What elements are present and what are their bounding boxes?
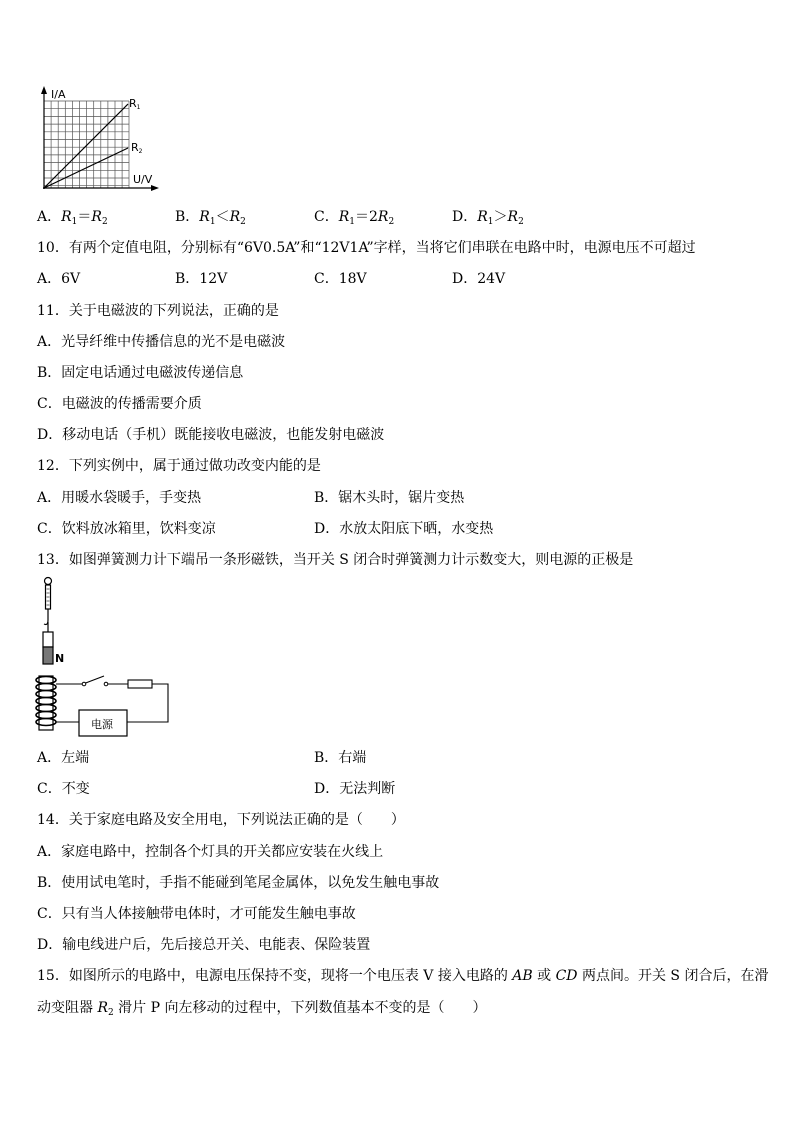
q13-option-a: A．左端 [37,750,90,766]
q10-option-c: C．18V [314,271,367,287]
y-axis-arrow [41,86,47,94]
q9-option-b: B．$R_1<R_2$ [175,209,246,227]
r2-label: R2 [131,141,143,155]
q14-option-d: D．输电线进户后，先后接总开关、电能表、保险装置 [37,937,371,953]
q10-option-d: D．24V [452,271,506,287]
q14-option-a: A．家庭电路中，控制各个灯具的开关都应安装在火线上 [37,844,384,860]
q11-option-b: B．固定电话通过电磁波传递信息 [37,365,244,381]
q13-option-b: B．右端 [314,750,367,766]
q12-option-c: C．饮料放冰箱里，饮料变凉 [37,521,216,537]
q9-option-d: D．$R_1>R_2$ [452,209,524,227]
q15-stem-line2: 动变阻器 $R_2$ 滑片 P 向左移动的过程中，下列数值基本不变的是（ ） [37,1000,487,1018]
q11-option-c: C．电磁波的传播需要介质 [37,396,202,412]
q15-stem-line1: 15．如图所示的电路中，电源电压保持不变，现将一个电压表 V 接入电路的 AB 或 CD 两点间。开关 S 闭合后，在滑 [37,968,769,984]
y-axis-label: I/A [51,88,66,101]
switch-left-contact [82,682,86,686]
line-r2 [44,148,128,188]
q14-stem: 14．关于家庭电路及安全用电，下列说法正确的是（ ） [37,812,405,828]
bar-magnet-top [43,632,53,647]
switch-right-contact [104,682,108,686]
q10-option-b: B．12V [175,271,228,287]
q9-option-c: C．$R_1=2R_2$ [314,209,395,227]
r1-label: R1 [129,97,141,111]
q12-option-a: A．用暖水袋暖手，手变热 [37,490,202,506]
q13-option-d: D．无法判断 [314,781,396,797]
q11-stem: 11．关于电磁波的下列说法，正确的是 [37,303,279,319]
q10-stem: 10．有两个定值电阻，分别标有“6V0.5A”和“12V1A”字样，当将它们串联在电路中时，电源电压不可超过 [37,240,696,256]
q9-option-a: A．$R_1=R_2$ [37,209,108,227]
q12-stem: 12．下列实例中，属于通过做功改变内能的是 [37,458,321,474]
q11-option-d: D．移动电话（手机）既能接收电磁波，也能发射电磁波 [37,427,385,443]
q12-option-b: B．锯木头时，锯片变热 [314,490,465,506]
q12-option-d: D．水放太阳底下晒，水变热 [314,521,494,537]
q10-option-a: A．6V [37,271,81,287]
q14-option-b: B．使用试电笔时，手指不能碰到笔尾金属体，以免发生触电事故 [37,875,440,891]
q13-option-c: C．不变 [37,781,90,797]
q13-stem: 13．如图弹簧测力计下端吊一条形磁铁，当开关 S 闭合时弹簧测力计示数变大，则电源的正极是 [37,552,634,568]
power-supply-label: 电源 [91,718,113,731]
scale-hook-ring [45,578,52,585]
resistor [128,680,152,688]
bar-magnet-bottom [43,647,53,664]
iv-graph [30,84,170,194]
x-axis-label: U/V [133,173,153,186]
q14-option-c: C．只有当人体接触带电体时，才可能发生触电事故 [37,906,356,922]
magnet-pole-label: N [55,652,65,665]
spring-magnet-circuit-figure [30,574,180,740]
q11-option-a: A．光导纤维中传播信息的光不是电磁波 [37,334,286,350]
